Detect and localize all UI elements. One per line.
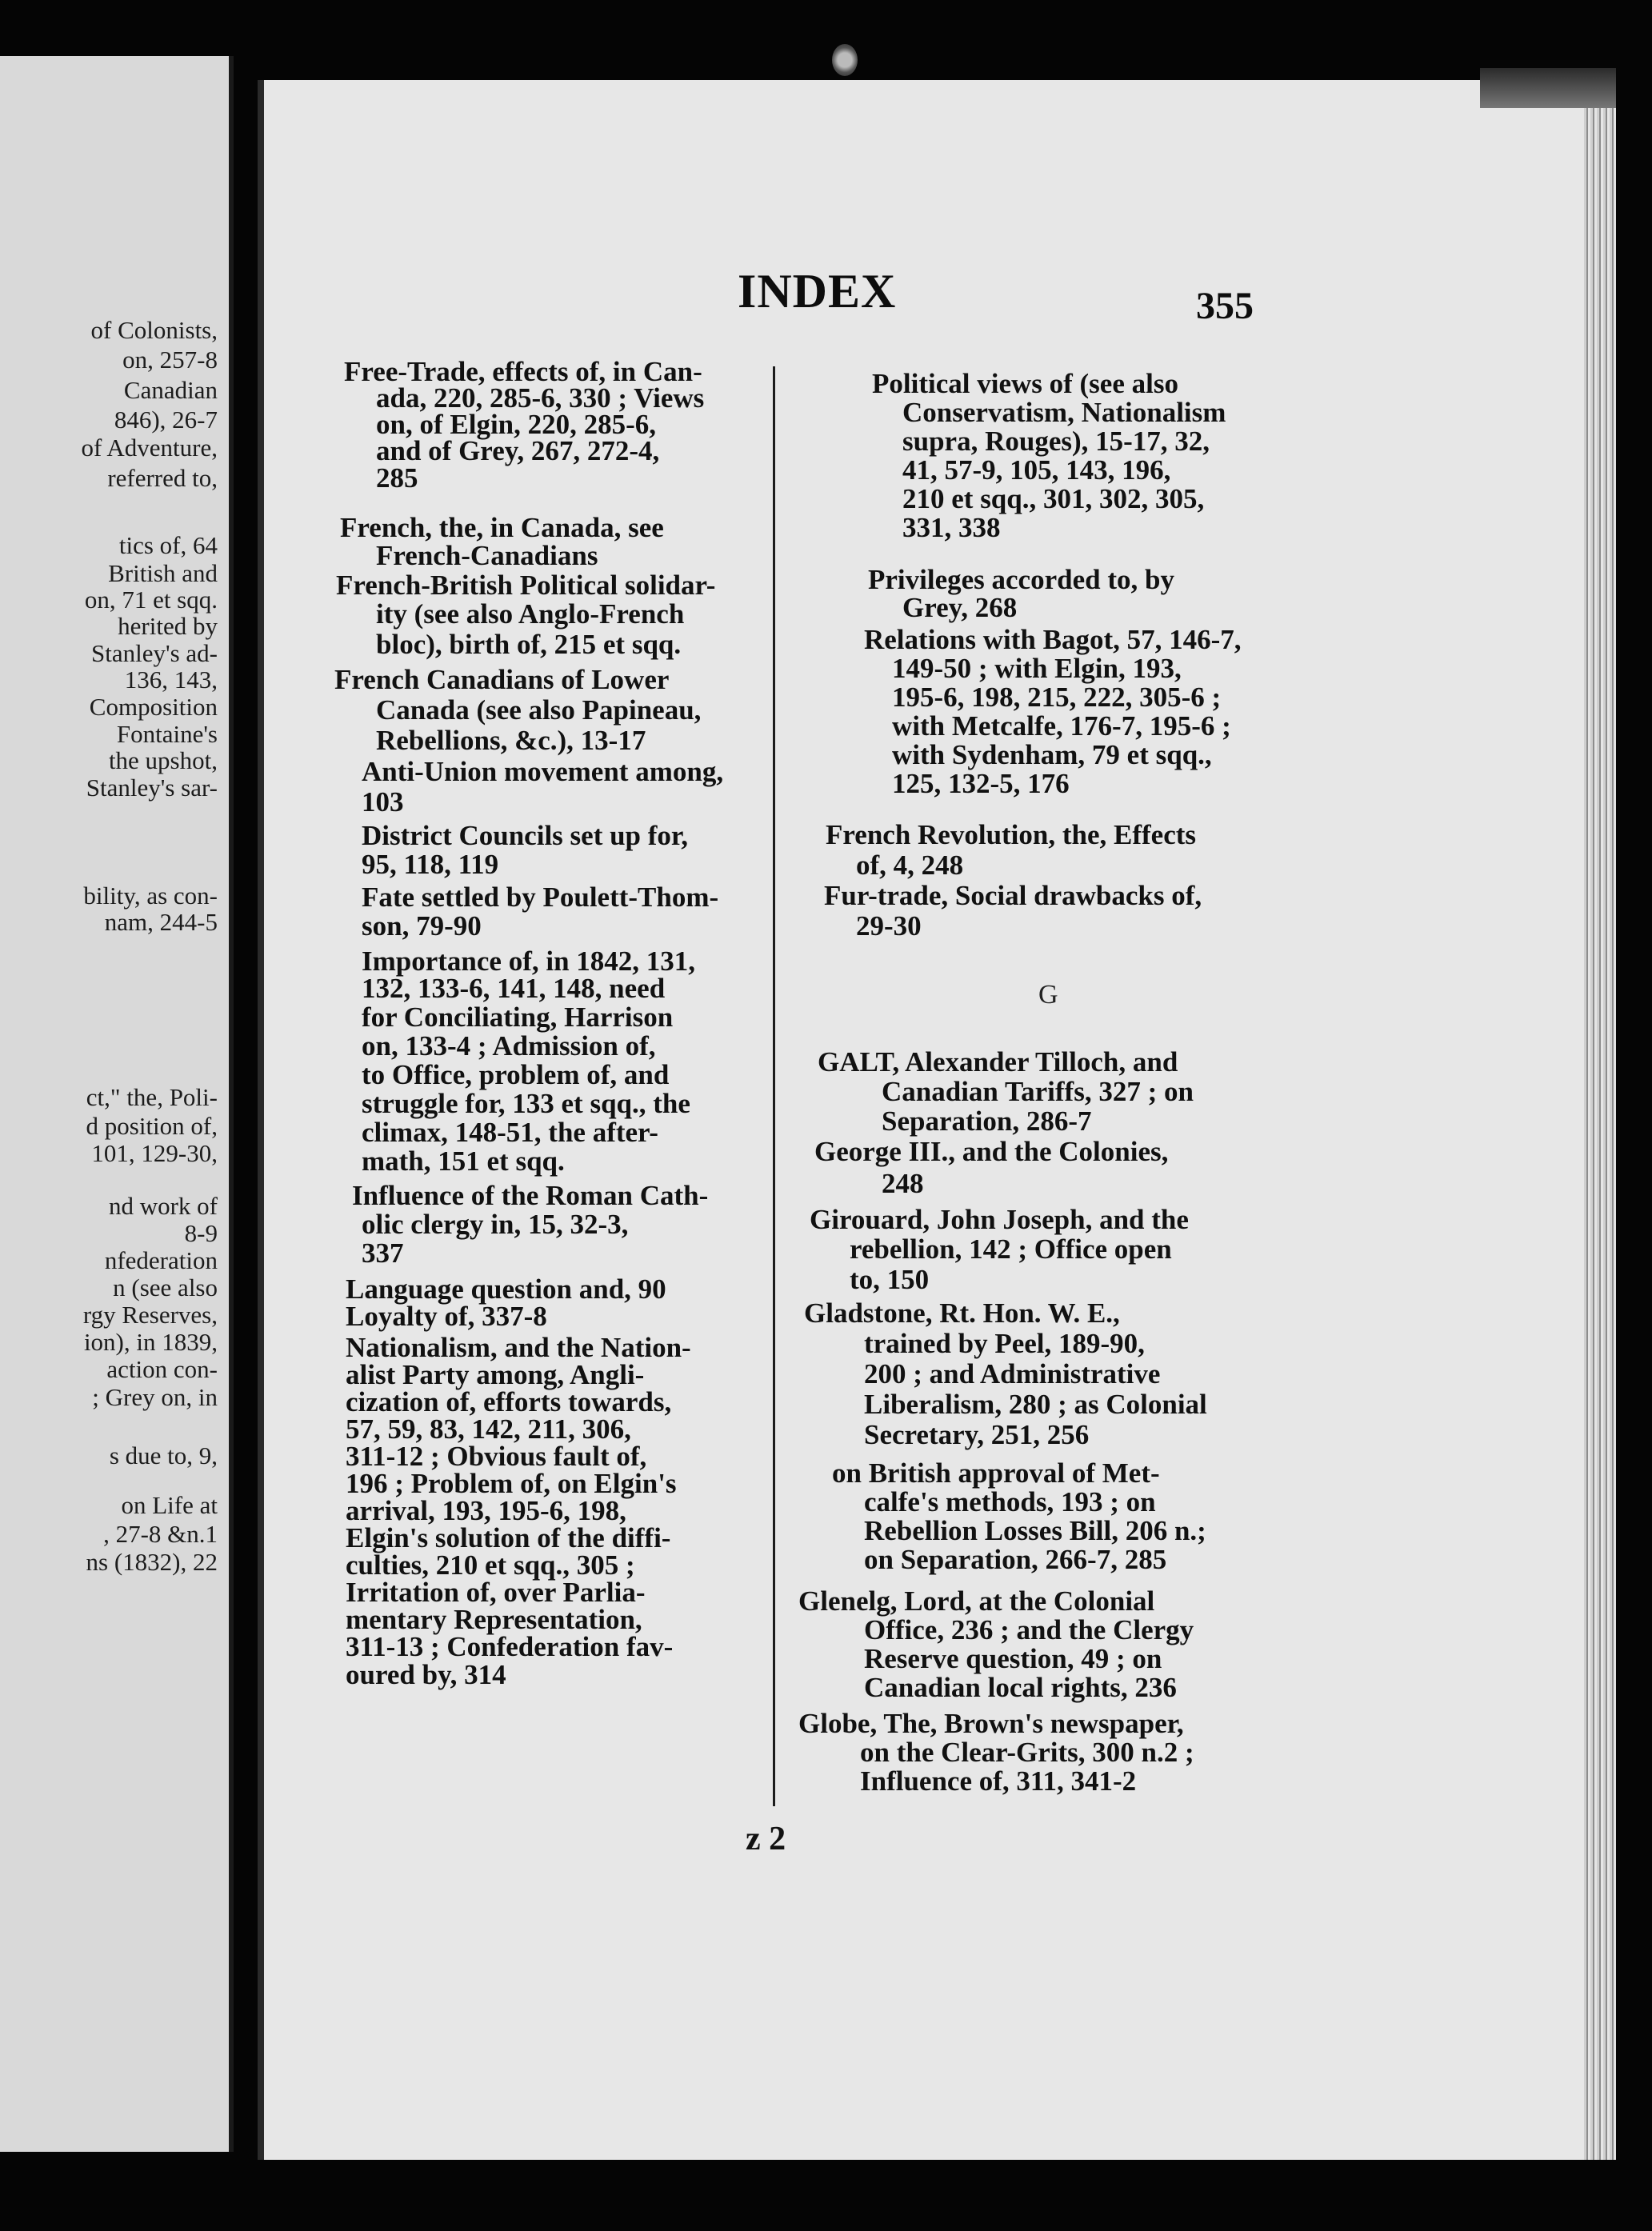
index-entry-line: 337 xyxy=(362,1237,404,1269)
index-entry-line: Rebellion Losses Bill, 206 n.; xyxy=(864,1515,1206,1546)
previous-page-text-fragment: referred to, xyxy=(107,464,218,492)
index-entry-line: Canadian local rights, 236 xyxy=(864,1672,1177,1703)
previous-page-text-fragment: the upshot, xyxy=(108,746,218,774)
previous-page-text-fragment: of Adventure, xyxy=(81,434,218,462)
index-entry-line: 29-30 xyxy=(856,910,922,942)
index-entry-line: math, 151 et sqq. xyxy=(362,1145,565,1177)
index-entry-line: with Metcalfe, 176-7, 195-6 ; xyxy=(892,710,1231,742)
index-entry-line: struggle for, 133 et sqq., the xyxy=(362,1088,690,1119)
index-entry-line: Gladstone, Rt. Hon. W. E., xyxy=(804,1297,1120,1329)
previous-page-text-fragment: 101, 129-30, xyxy=(91,1139,218,1167)
index-entry-line: cization of, efforts towards, xyxy=(346,1386,672,1417)
index-entry-line: climax, 148-51, the after- xyxy=(362,1117,658,1148)
previous-page-fragment xyxy=(0,56,234,2152)
index-entry-line: 132, 133-6, 141, 148, need xyxy=(362,973,666,1004)
previous-page-text-fragment: Stanley's ad- xyxy=(91,639,218,667)
index-entry-line: 311-13 ; Confederation fav- xyxy=(346,1631,674,1662)
index-entry-line: Conservatism, Nationalism xyxy=(902,397,1226,428)
index-entry-line: olic clergy in, 15, 32-3, xyxy=(362,1209,629,1240)
index-entry-line: to Office, problem of, and xyxy=(362,1059,670,1090)
index-entry-line: Language question and, 90 xyxy=(346,1273,666,1305)
previous-page-text-fragment: rgy Reserves, xyxy=(82,1301,218,1329)
previous-page-text-fragment: on, 257-8 xyxy=(122,346,218,374)
index-entry-line: culties, 210 et sqq., 305 ; xyxy=(346,1549,635,1581)
running-head: INDEX xyxy=(738,265,897,318)
index-entry-line: to, 150 xyxy=(850,1264,930,1295)
index-entry-line: GALT, Alexander Tilloch, and xyxy=(818,1046,1178,1078)
index-entry-line: 285 xyxy=(376,462,418,494)
index-entry-line: Influence of, 311, 341-2 xyxy=(860,1765,1137,1797)
previous-page-text-fragment: ct," the, Poli- xyxy=(86,1083,218,1111)
index-entry-line: mentary Representation, xyxy=(346,1604,642,1635)
index-entry-line: Elgin's solution of the diffi- xyxy=(346,1522,671,1553)
index-entry-line: arrival, 193, 195-6, 198, xyxy=(346,1495,626,1526)
index-entry-line: calfe's methods, 193 ; on xyxy=(864,1486,1156,1517)
index-entry-line: and of Grey, 267, 272-4, xyxy=(376,435,660,466)
previous-page-text-fragment: on, 71 et sqq. xyxy=(84,586,218,614)
index-entry-line: Privileges accorded to, by xyxy=(868,564,1174,595)
previous-page-text-fragment: herited by xyxy=(118,612,218,640)
binding-ring-icon xyxy=(832,44,858,76)
index-entry-line: trained by Peel, 189-90, xyxy=(864,1328,1145,1359)
previous-page-text-fragment: Fontaine's xyxy=(116,720,218,748)
previous-page-text-fragment: 8-9 xyxy=(184,1219,218,1247)
previous-page-text-fragment: nfederation xyxy=(104,1246,218,1274)
index-entry-line: ada, 220, 285-6, 330 ; Views xyxy=(376,382,705,414)
index-entry-line: Nationalism, and the Nation- xyxy=(346,1332,691,1363)
previous-page-text-fragment: bility, as con- xyxy=(83,882,218,910)
index-entry-line: District Councils set up for, xyxy=(362,820,689,851)
previous-page-text-fragment: nam, 244-5 xyxy=(104,908,218,936)
column-divider xyxy=(773,366,775,1806)
index-entry-line: on the Clear-Grits, 300 n.2 ; xyxy=(860,1737,1194,1768)
index-entry-line: Political views of (see also xyxy=(872,368,1178,399)
previous-page-text-fragment: 846), 26-7 xyxy=(114,406,218,434)
index-entry-line: French, the, in Canada, see xyxy=(340,512,664,543)
index-entry-line: Canadian Tariffs, 327 ; on xyxy=(882,1076,1194,1107)
previous-page-text-fragment: British and xyxy=(108,559,218,587)
index-entry-line: on, of Elgin, 220, 285-6, xyxy=(376,409,657,440)
previous-page-text-fragment: s due to, 9, xyxy=(109,1441,218,1469)
index-entry-line: Office, 236 ; and the Clergy xyxy=(864,1614,1194,1645)
index-entry-line: 125, 132-5, 176 xyxy=(892,768,1070,799)
previous-page-text-fragment: ion), in 1839, xyxy=(83,1328,218,1356)
index-entry-line: 248 xyxy=(882,1168,924,1199)
previous-page-text-fragment: action con- xyxy=(106,1355,218,1383)
section-letter: G xyxy=(1038,980,1058,1010)
previous-page-text-fragment: tics of, 64 xyxy=(118,531,218,559)
index-entry-line: Rebellions, &c.), 13-17 xyxy=(376,725,646,756)
index-entry-line: Loyalty of, 337-8 xyxy=(346,1301,547,1332)
index-entry-line: oured by, 314 xyxy=(346,1659,506,1690)
index-entry-line: Glenelg, Lord, at the Colonial xyxy=(798,1585,1155,1617)
index-entry-line: 331, 338 xyxy=(902,512,1001,543)
index-entry-line: ity (see also Anglo-French xyxy=(376,598,685,630)
index-entry-line: alist Party among, Angli- xyxy=(346,1359,645,1390)
page-edges xyxy=(1584,80,1616,2160)
index-entry-line: with Sydenham, 79 et sqq., xyxy=(892,739,1212,770)
index-entry-line: 103 xyxy=(362,786,404,818)
previous-page-text-fragment: on Life at xyxy=(121,1491,218,1519)
index-entry-line: of, 4, 248 xyxy=(856,850,964,881)
index-entry-line: 57, 59, 83, 142, 211, 306, xyxy=(346,1413,631,1445)
previous-page-text-fragment: Canadian xyxy=(123,376,218,404)
index-entry-line: Influence of the Roman Cath- xyxy=(352,1180,709,1211)
page-number: 355 xyxy=(1196,285,1254,327)
index-entry-line: on Separation, 266-7, 285 xyxy=(864,1544,1167,1575)
index-entry-line: French Revolution, the, Effects xyxy=(826,819,1197,850)
previous-page-text-fragment: nd work of xyxy=(108,1192,218,1220)
index-entry-line: 149-50 ; with Elgin, 193, xyxy=(892,653,1182,684)
previous-page-text-fragment: Composition xyxy=(89,693,218,721)
index-entry-line: Separation, 286-7 xyxy=(882,1106,1092,1137)
index-entry-line: Liberalism, 280 ; as Colonial xyxy=(864,1389,1207,1420)
index-entry-line: 200 ; and Administrative xyxy=(864,1358,1161,1389)
index-entry-line: Secretary, 251, 256 xyxy=(864,1419,1090,1450)
index-entry-line: 196 ; Problem of, on Elgin's xyxy=(346,1468,677,1499)
index-entry-line: bloc), birth of, 215 et sqq. xyxy=(376,629,682,660)
index-entry-line: Anti-Union movement among, xyxy=(362,756,724,787)
previous-page-text-fragment: Stanley's sar- xyxy=(86,774,218,802)
index-entry-line: supra, Rouges), 15-17, 32, xyxy=(902,426,1210,457)
index-entry-line: Globe, The, Brown's newspaper, xyxy=(798,1708,1184,1739)
signature-mark: z 2 xyxy=(746,1821,786,1857)
index-entry-line: Irritation of, over Parlia- xyxy=(346,1577,646,1608)
index-entry-line: Grey, 268 xyxy=(902,592,1018,623)
index-entry-line: on British approval of Met- xyxy=(832,1457,1160,1489)
index-entry-line: 41, 57-9, 105, 143, 196, xyxy=(902,454,1171,486)
previous-page-text-fragment: 136, 143, xyxy=(124,666,218,694)
previous-page-text-fragment: of Colonists, xyxy=(90,316,218,344)
index-entry-line: French-British Political solidar- xyxy=(336,570,716,601)
index-entry-line: 95, 118, 119 xyxy=(362,849,499,880)
previous-page-text-fragment: n (see also xyxy=(113,1273,218,1301)
previous-page-text-fragment: d position of, xyxy=(86,1112,218,1140)
index-entry-line: Canada (see also Papineau, xyxy=(376,694,702,726)
index-entry-line: Relations with Bagot, 57, 146-7, xyxy=(864,624,1242,655)
previous-page-text-fragment: ns (1832), 22 xyxy=(86,1548,218,1576)
index-entry-line: French Canadians of Lower xyxy=(334,664,670,695)
index-entry-line: Fate settled by Poulett-Thom- xyxy=(362,882,719,913)
index-entry-line: French-Canadians xyxy=(376,540,598,571)
index-entry-line: Importance of, in 1842, 131, xyxy=(362,946,696,977)
index-entry-line: on, 133-4 ; Admission of, xyxy=(362,1030,656,1062)
previous-page-text-fragment: ; Grey on, in xyxy=(92,1383,218,1411)
index-entry-line: 195-6, 198, 215, 222, 305-6 ; xyxy=(892,682,1222,713)
index-entry-line: for Conciliating, Harrison xyxy=(362,1002,674,1033)
index-entry-line: Girouard, John Joseph, and the xyxy=(810,1204,1189,1235)
index-entry-line: rebellion, 142 ; Office open xyxy=(850,1233,1172,1265)
index-entry-line: son, 79-90 xyxy=(362,910,482,942)
index-entry-line: Reserve question, 49 ; on xyxy=(864,1643,1162,1674)
previous-page-text-fragment: , 27-8 &n.1 xyxy=(103,1520,218,1548)
index-entry-line: Free-Trade, effects of, in Can- xyxy=(344,356,702,387)
index-entry-line: George III., and the Colonies, xyxy=(814,1136,1169,1167)
index-entry-line: Fur-trade, Social drawbacks of, xyxy=(824,880,1202,911)
index-entry-line: 311-12 ; Obvious fault of, xyxy=(346,1441,647,1472)
page-shadow xyxy=(1480,68,1616,108)
index-entry-line: 210 et sqq., 301, 302, 305, xyxy=(902,483,1205,514)
